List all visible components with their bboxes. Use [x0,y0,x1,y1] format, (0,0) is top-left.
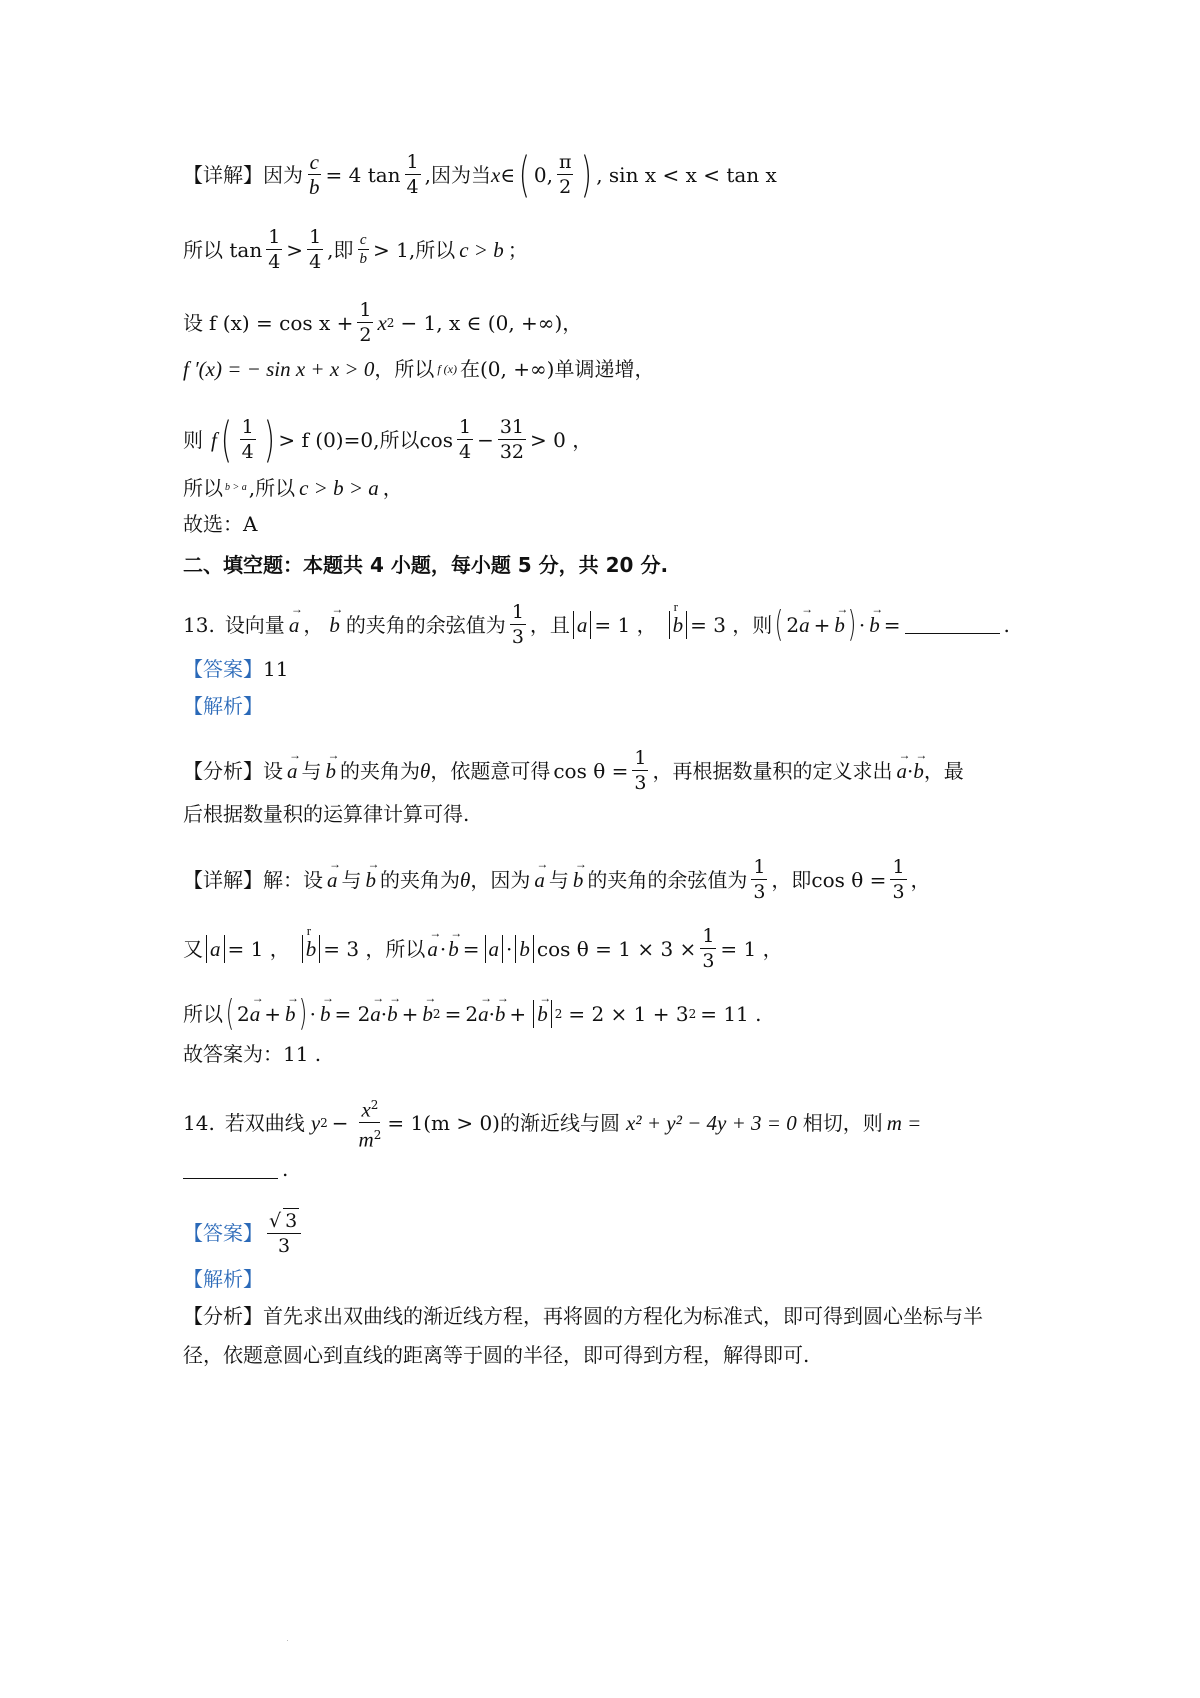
coefficient: 2 [786,612,800,637]
analysis-13-line-1 [183,746,1050,795]
denominator: 4 [309,251,322,273]
section-heading [183,551,1050,579]
cos-theta: cos θ = [553,758,629,783]
question-14 [183,1093,1050,1153]
greater-than-one: > 1 [373,237,409,262]
numerator: 1 [702,925,715,947]
text: ,所以 [408,237,456,262]
derivative: f ′(x) = − sin x + x > 0 [183,357,375,381]
denominator: 32 [499,441,525,463]
dot: · [906,758,914,783]
text: 的夹角的余弦值为 [587,867,748,892]
answer-label: 【答案】 [183,1221,263,1245]
detail-line-4 [183,355,1050,383]
numerator: 31 [499,416,525,438]
small-inequality: b > a [225,482,247,493]
dot: · [858,612,866,637]
text: ，依题意可得 [430,758,551,783]
text: 与 [548,867,569,892]
equation: = 2 × 1 + 3 [568,1002,689,1026]
cos-theta: cos θ = [811,867,887,892]
element-of: ∈ [500,162,516,187]
text: , sin x < x < tan x [596,162,777,187]
abs-bar [206,935,207,963]
vector-b: → b [537,1000,548,1028]
left-paren: ( [518,146,531,203]
analysis-label-14 [183,1265,1050,1293]
fraction-one-third-2 [890,855,906,904]
vector-b: → b [326,757,337,785]
detail-13-line-2: 又 a = 1 ， r b = 3 ，所以 → a · → b = a · b cos θ = 1 × 3 × $\frac{1}{3}$ = 1 ， [183,924,1050,973]
denominator: 3 [753,881,766,903]
var-a: a [488,936,500,961]
numerator: 1 [241,416,254,438]
denominator: 2 [359,324,372,346]
equation: = 3 ，则 [690,612,773,637]
text: 又 [183,936,203,961]
period: . [282,1157,289,1181]
function-def: f (x) = cos x + [209,310,354,335]
punctuation: ； [507,237,528,262]
abs-bar [533,1000,534,1028]
denominator: 4 [268,251,281,273]
vector-b: → b [366,866,377,894]
detail-line-6 [183,474,1050,502]
coefficient: 2 [465,1002,479,1026]
answer-blank [905,615,1000,634]
dot: · [506,936,513,961]
fraction-one-quarter [405,150,421,199]
plus: + [264,1002,282,1026]
vector-b: → b [422,1000,433,1028]
denominator: 3 [892,881,905,903]
text: 的渐近线与圆 [499,1110,620,1135]
var-a: a [576,612,588,637]
answer-choice: 故选：A [183,512,258,536]
text: 设向量 [224,612,285,637]
abs-bar [302,935,303,963]
question-14-blank-line [183,1155,1050,1183]
text: 则 [183,427,203,452]
analysis-label: 【分析】 [183,758,263,783]
text: ,所以 [248,476,296,500]
denominator [357,1123,384,1152]
question-number: 14. [183,1110,215,1135]
exponent: 2 [386,315,395,330]
radicand: 3 [285,1210,298,1232]
var-x: x [491,162,501,187]
var-m: m [358,1127,374,1152]
equation: = 2 [334,1002,371,1026]
detail-line-1 [183,146,1050,203]
text: 所以 [183,1002,223,1026]
punctuation: ， [382,476,403,500]
abs-bar [590,611,591,639]
abs-bar [686,611,687,639]
equation: = 1(m > 0) [387,1110,500,1135]
theta: θ [460,867,471,892]
plus: + [813,612,831,637]
numerator: 1 [309,226,322,248]
exponent: 2 [373,1128,382,1143]
punctuation: ， [562,310,583,335]
question-13 [183,600,1050,649]
detail-line-3 [183,298,1050,347]
analysis-label: 【解析】 [183,694,263,718]
text: ，因为 [470,867,531,892]
detail-label: 【详解】 [183,162,263,187]
denominator: 3 [278,1235,291,1257]
equation-tail: = 11 . [700,1002,762,1026]
var-a: a [210,936,221,961]
greater-than: > [286,237,304,262]
vector-b: → b [869,611,880,639]
right-paren: ) [298,993,307,1034]
exponent: 2 [688,1007,697,1021]
numerator: 1 [892,856,905,878]
abs-bar [319,935,320,963]
text: ,所以 [373,427,420,452]
dot: · [439,936,447,961]
text: 与 [341,867,362,892]
denominator: 3 [511,626,524,648]
small-f: f (x) [437,362,457,376]
vector-a: → a [287,757,298,785]
equation: cos θ = 1 × 3 × [536,936,697,961]
text: 的夹角为 [380,867,460,892]
var-y: y [310,1110,321,1135]
denominator: 4 [241,441,254,463]
punctuation: ， [910,867,931,892]
var-b [305,922,317,963]
denominator: b [309,175,320,199]
answer-14 [183,1208,1050,1258]
speck [287,1640,288,1641]
interval: (0, +∞) [479,357,555,381]
left-paren: ( [775,603,784,645]
equation: = 1 ， [594,612,657,637]
left-paren: ( [220,411,232,468]
equation: = 1 ， [227,936,290,961]
numerator: c [309,150,319,174]
vector-b: → b [387,1000,398,1028]
cos: cos [419,427,453,452]
denominator: b [359,251,368,267]
vector-b: → b [495,1000,506,1028]
fraction-one-quarter-2 [307,225,323,274]
var-m: m = [886,1110,922,1135]
answer-blank [183,1160,278,1179]
fraction-c-over-b-small [358,231,370,268]
answer-value: 11 [263,657,289,681]
equation-tail: = 1 ， [720,936,783,961]
fraction-x2-over-m2 [357,1093,384,1153]
fraction-one-quarter-2 [457,415,473,464]
abs-bar [533,935,534,963]
dot: · [309,1002,316,1026]
detail-line-5 [183,411,1050,468]
numerator: 1 [634,747,647,769]
exponent: 2 [370,1098,379,1112]
equation-text: = 4 tan [325,162,401,187]
vector-a: → a [289,611,300,639]
text: 的夹角为 [340,758,420,783]
conclusion: c > b > a [299,476,379,500]
detail-label: 【详解】 [183,867,263,892]
abs-bar [224,935,225,963]
vector-a: → a [427,935,438,963]
var-b-letter: b [305,936,317,961]
fraction-one-third [700,924,716,973]
fraction-one-half [357,298,373,347]
minus: − [477,427,494,452]
vector-a: → a [534,866,545,894]
vector-a: → a [896,757,907,785]
analysis-14-line-1 [183,1302,1050,1330]
text: 设 [183,310,203,335]
fraction-one-quarter [266,225,282,274]
text: ,因为当 [424,162,491,187]
text: ，再根据数量积的定义求出 [652,758,893,783]
text: 因为 [263,162,303,187]
plus: + [509,1002,527,1026]
final-answer: 故答案为：11 . [183,1042,322,1066]
fraction-sqrt3-over-3 [267,1208,301,1258]
text: 首先求出双曲线的渐近线方程，再将圆的方程化为标准式，即可得到圆心坐标与半 [263,1304,983,1328]
denominator: 2 [559,176,572,198]
numerator: 1 [458,416,472,438]
denominator: 4 [458,441,472,463]
dot: · [380,1002,388,1026]
text: ， [303,612,324,637]
dot: · [488,1002,495,1026]
text: 单调递增， [554,357,655,381]
vector-b: → b [834,611,845,639]
vector-mark: r [673,598,678,614]
denominator: 3 [634,772,647,794]
numerator: 1 [268,226,281,248]
left-paren: ( [225,993,235,1034]
abs-bar [669,611,670,639]
detail-13-line-1 [183,855,1050,904]
detail-line-2 [183,225,1050,274]
vector-mark: r [306,922,312,938]
numerator: 1 [753,856,766,878]
inequality-tail: > 0 ， [530,427,593,452]
vector-b: → b [913,757,924,785]
circle-equation: x² + y² − 4y + 3 = 0 [625,1110,797,1135]
coefficient: 2 [237,1002,250,1026]
exponent: 2 [432,1007,441,1021]
abs-bar [485,935,486,963]
numerator [359,1093,380,1123]
abs-bar [502,935,503,963]
fraction-one-third [632,746,648,795]
text: 相切，则 [802,1110,883,1135]
numerator: 1 [406,151,419,173]
abs-bar [573,611,574,639]
analysis-label-13 [183,692,1050,720]
text: 与 [301,758,322,783]
text: 所以 tan [183,237,263,262]
detail-13-line-4 [183,1040,1050,1068]
numerator: 1 [359,299,372,321]
var-b [672,598,684,639]
text: 设 [263,758,283,783]
fraction-pi-over-2 [557,150,574,199]
fraction-one-quarter [240,415,256,464]
vector-b: → b [329,611,340,639]
exponent: 2 [320,1115,328,1130]
section-title: 二、填空题：本题共 4 小题，每小题 5 分，共 20 分. [183,553,669,577]
text: 解：设 [263,867,323,892]
denominator: 3 [702,950,715,972]
vector-a: → a [799,611,810,639]
theta: θ [420,758,431,783]
vector-b: → b [448,935,459,963]
fraction-one-third [510,600,526,649]
numerator: π [558,151,572,173]
vector-a: → a [250,1000,261,1028]
text: ，且 [529,612,570,637]
text: 径，依题意圆心到直线的距离等于圆的半径，即可得到方程，解得即可. [183,1343,810,1367]
text: ，最 [923,758,964,783]
analysis-label: 【解析】 [183,1267,263,1291]
text: 所以 [183,476,223,500]
answer-choice-line [183,510,1050,538]
fraction-31-over-32 [498,415,526,464]
detail-13-line-3: 所以 ( 2 → a + → b ) · → b = 2 → a · → b + → b 2 = 2 → a · → b + → b 2 = 2 × 1 + 3 2 = 11 . [183,990,1050,1038]
denominator: 4 [406,176,419,198]
text: 在 [459,357,480,381]
answer-13 [183,655,1050,683]
equation: = 3 ，所以 [323,936,426,961]
text: ，即 [771,867,812,892]
numerator: 1 [511,601,524,623]
analysis-13-line-2 [183,800,1050,828]
numerator: c [359,232,367,248]
analysis-14-line-2 [183,1341,1050,1369]
plus: + [401,1002,419,1026]
right-paren: ) [581,146,593,203]
analysis-label: 【分析】 [183,1304,263,1328]
inequality: > f (0)=0 [278,427,374,452]
vector-b: → b [285,1000,296,1028]
conclusion: c > b [459,237,504,262]
text: ,即 [327,237,354,262]
function-def-rest: − 1, x ∈ (0, +∞) [400,310,563,335]
exponent: 2 [554,1007,563,1021]
right-paren: ) [847,603,857,645]
var-x: x [377,310,387,335]
fraction-c-over-b [307,150,322,199]
vector-a: → a [370,1000,381,1028]
text: 后根据数量积的运算律计算可得. [183,802,470,826]
numerator: √ 3 [267,1208,301,1234]
vector-a: → a [478,1000,489,1028]
vector-b: → b [320,1000,331,1028]
var-b-letter: b [672,612,684,637]
vector-b: → b [573,866,584,894]
text: 若双曲线 [224,1110,305,1135]
var-b: b [519,936,530,961]
minus: − [331,1110,349,1135]
var-x: x [361,1097,371,1122]
text: ，所以 [374,357,435,381]
text: 的夹角的余弦值为 [345,612,506,637]
right-paren: ) [263,411,275,468]
answer-label: 【答案】 [183,657,263,681]
period: . [1003,612,1010,637]
abs-bar [515,935,516,963]
vector-a: → a [327,866,338,894]
fraction-one-third [751,855,767,904]
question-number: 13. [183,612,215,637]
function-f: f [211,427,217,452]
interval-start: 0, [533,162,553,187]
equals: = [883,612,901,637]
